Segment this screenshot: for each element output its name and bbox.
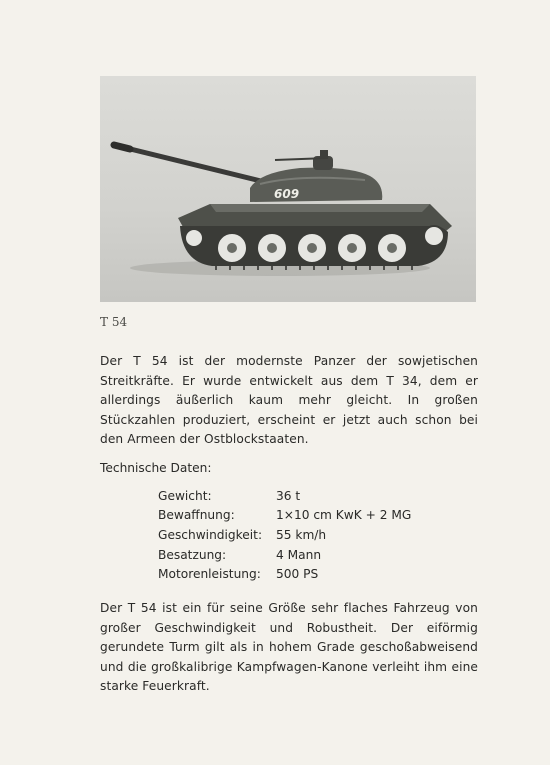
tank-photo (100, 76, 476, 302)
spec-label: Motorenleistung: (158, 567, 261, 582)
tech-data-table (158, 486, 411, 584)
turret-number: 609 (274, 187, 300, 201)
spec-row (158, 564, 411, 584)
photo-caption: T 54 (100, 315, 128, 329)
spec-value: 4 Mann (276, 547, 322, 562)
spec-label: Besatzung: (158, 547, 227, 562)
spec-value: 1×10 cm KwK + 2 MG (276, 508, 412, 523)
tank-illustration (100, 76, 476, 302)
tech-data-heading: Technische Daten: (100, 461, 212, 475)
spec-row (158, 506, 411, 526)
intro-paragraph: Der T 54 ist der modernste Panzer der sowjetischen Streitkräfte. Er wurde entwickelt aus dem T 34, dem er allerdings äußerlich kaum mehr gleicht. In großen Stückzahlen produziert, erscheint er jetzt auch schon bei den Armeen der Ostblockstaaten. (100, 354, 478, 447)
spec-value: 500 PS (276, 567, 319, 582)
spec-row (158, 525, 411, 545)
spec-row (158, 545, 411, 565)
spec-label: Bewaffnung: (158, 508, 235, 523)
description-paragraph: Der T 54 ist ein für seine Größe sehr flaches Fahrzeug von großer Geschwindigkeit und Robustheit. Der eiförmig gerundete Turm gilt als in hohem Grade geschoßabweisend und die großkalibrige Kampfwagen-Kanone verleiht ihm eine starke Feuerkraft. (100, 601, 478, 694)
spec-value: 55 km/h (276, 527, 327, 542)
spec-value: 36 t (276, 488, 301, 503)
spec-label: Gewicht: (158, 488, 212, 503)
spec-label: Geschwindigkeit: (158, 527, 263, 542)
spec-row (158, 486, 411, 506)
